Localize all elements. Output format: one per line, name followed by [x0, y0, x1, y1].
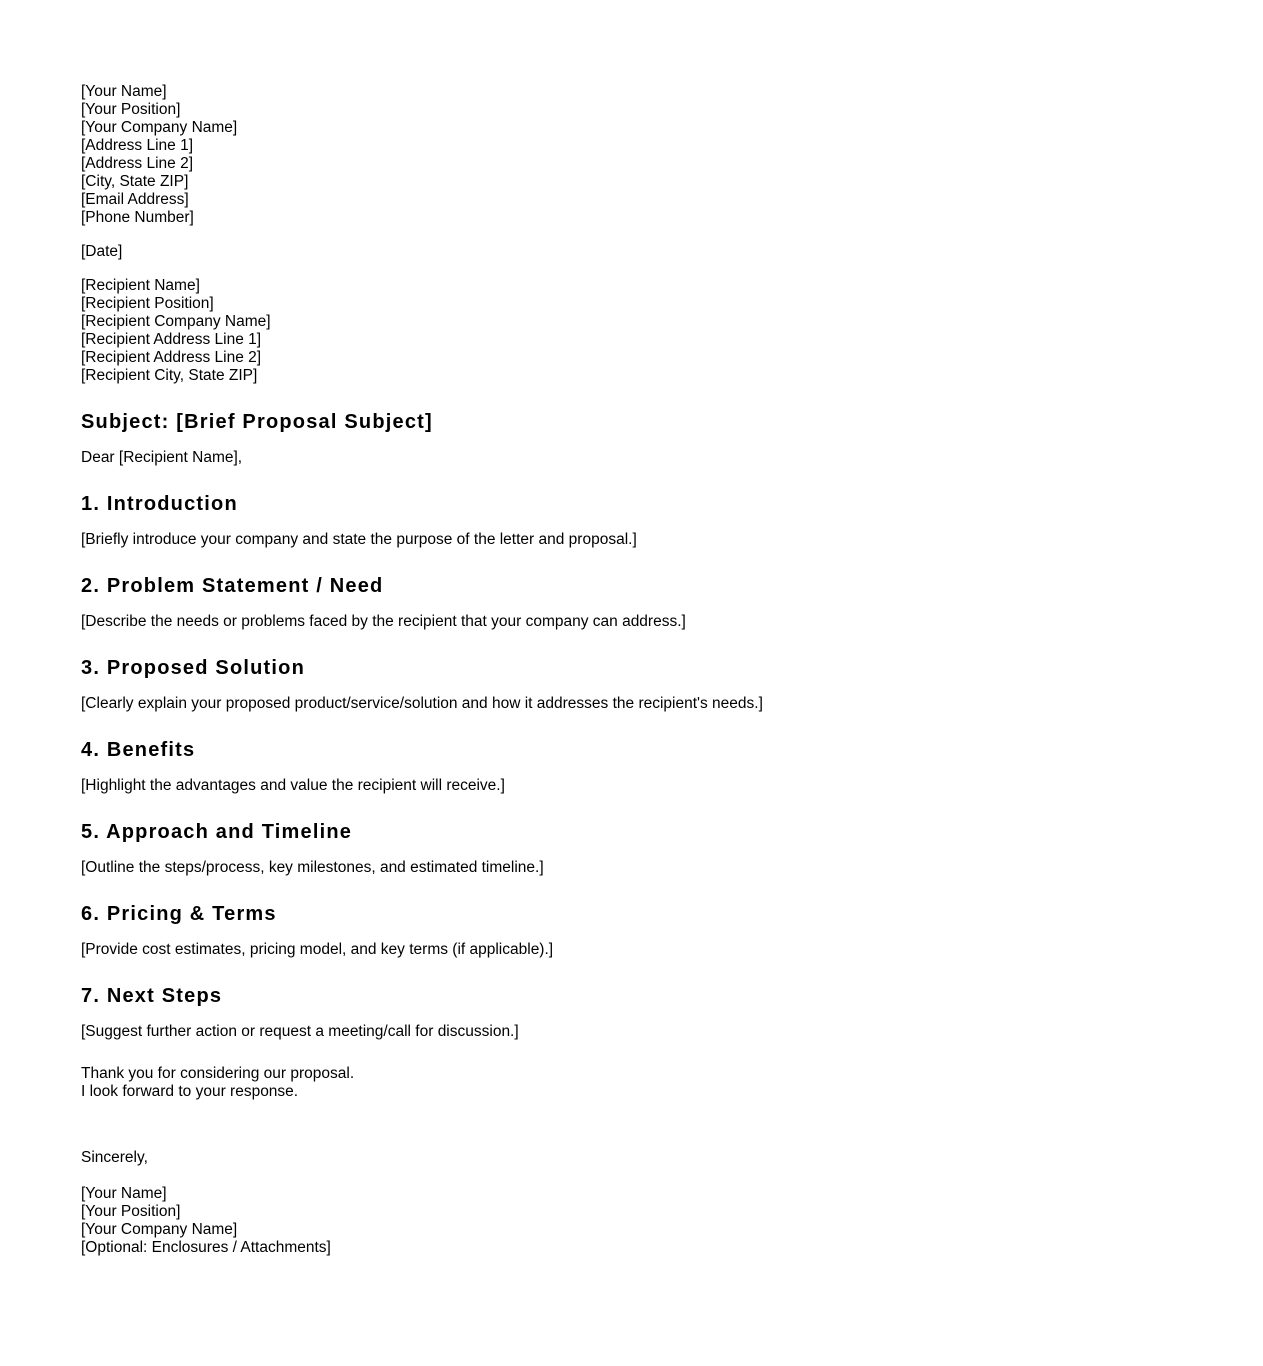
signature-company: [Your Company Name] — [81, 1221, 238, 1238]
section-body-proposed-solution: [Clearly explain your proposed product/service/solution and how it addresses the recipient's needs.] — [81, 695, 763, 712]
closing-block — [81, 1065, 354, 1101]
section-heading-proposed-solution: 3. Proposed Solution — [81, 657, 306, 679]
section-heading-next-steps: 7. Next Steps — [81, 985, 223, 1007]
section-body-introduction: [Briefly introduce your company and state the purpose of the letter and proposal.] — [81, 531, 637, 548]
sender-city-state-zip: [City, State ZIP] — [81, 173, 189, 190]
sender-name: [Your Name] — [81, 83, 167, 100]
section-body-benefits: [Highlight the advantages and value the recipient will receive.] — [81, 777, 505, 794]
subject-heading: Subject: [Brief Proposal Subject] — [81, 411, 433, 433]
signature-enclosures: [Optional: Enclosures / Attachments] — [81, 1239, 331, 1256]
sender-position: [Your Position] — [81, 101, 181, 118]
letter-date: [Date] — [81, 243, 123, 260]
recipient-address-1: [Recipient Address Line 1] — [81, 331, 262, 348]
signature-position: [Your Position] — [81, 1203, 181, 1220]
recipient-name: [Recipient Name] — [81, 277, 200, 294]
section-heading-problem-statement: 2. Problem Statement / Need — [81, 575, 384, 597]
sender-address-1: [Address Line 1] — [81, 137, 194, 154]
section-heading-pricing-terms: 6. Pricing & Terms — [81, 903, 277, 925]
sender-address-block — [81, 83, 237, 227]
sender-company: [Your Company Name] — [81, 119, 238, 136]
closing-forward: I look forward to your response. — [81, 1083, 299, 1100]
section-body-approach-timeline: [Outline the steps/process, key milestones, and estimated timeline.] — [81, 859, 544, 876]
section-heading-benefits: 4. Benefits — [81, 739, 196, 761]
section-body-problem-statement: [Describe the needs or problems faced by the recipient that your company can address.] — [81, 613, 686, 630]
recipient-city-state-zip: [Recipient City, State ZIP] — [81, 367, 258, 384]
recipient-position: [Recipient Position] — [81, 295, 214, 312]
section-body-pricing-terms: [Provide cost estimates, pricing model, and key terms (if applicable).] — [81, 941, 554, 958]
section-body-next-steps: [Suggest further action or request a meeting/call for discussion.] — [81, 1023, 519, 1040]
sender-email: [Email Address] — [81, 191, 189, 208]
closing-signoff: Sincerely, — [81, 1149, 148, 1166]
salutation: Dear [Recipient Name], — [81, 449, 243, 466]
recipient-address-block — [81, 277, 271, 385]
closing-thanks: Thank you for considering our proposal. — [81, 1065, 355, 1082]
recipient-address-2: [Recipient Address Line 2] — [81, 349, 262, 366]
sender-address-2: [Address Line 2] — [81, 155, 194, 172]
section-heading-introduction: 1. Introduction — [81, 493, 238, 515]
sender-phone: [Phone Number] — [81, 209, 194, 226]
section-heading-approach-timeline: 5. Approach and Timeline — [81, 821, 353, 843]
signature-block — [81, 1185, 331, 1257]
recipient-company: [Recipient Company Name] — [81, 313, 271, 330]
signature-name: [Your Name] — [81, 1185, 167, 1202]
